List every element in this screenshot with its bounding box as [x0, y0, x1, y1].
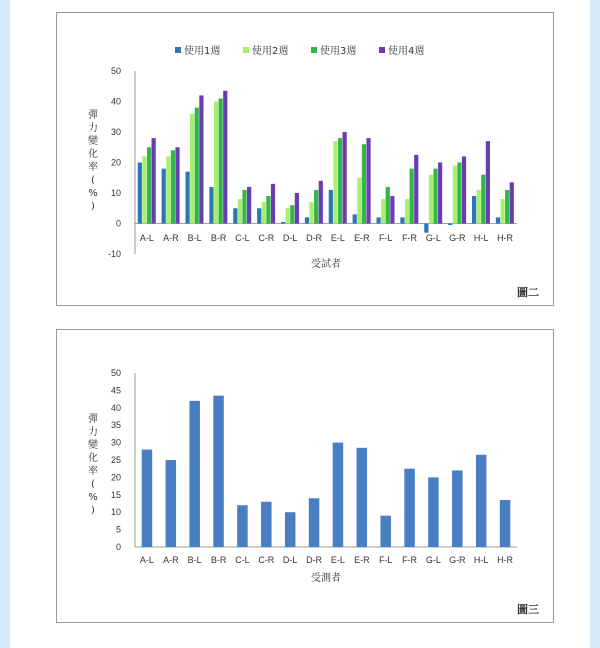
- figure-label: 圖二: [517, 286, 539, 299]
- bar: [338, 138, 342, 223]
- bar: [152, 138, 156, 223]
- bar: [357, 178, 361, 224]
- x-tick-label: D-R: [306, 233, 323, 243]
- bar: [362, 144, 366, 223]
- bar: [462, 156, 466, 223]
- x-tick-label: C-R: [258, 555, 275, 565]
- bar: [452, 470, 463, 547]
- bar: [481, 175, 485, 224]
- x-tick-label: H-L: [473, 233, 489, 243]
- y-tick-label: 0: [115, 218, 121, 229]
- legend-swatch: [379, 47, 385, 53]
- x-tick-label: H-R: [497, 555, 514, 565]
- legend-swatch: [243, 47, 249, 53]
- bar: [257, 208, 261, 223]
- bar: [477, 190, 481, 224]
- bar: [476, 455, 487, 547]
- y-tick-label: 10: [110, 188, 121, 198]
- x-axis-title: 受試者: [311, 259, 341, 270]
- legend-label: 使用4週: [388, 46, 425, 57]
- x-tick-label: A-L: [139, 555, 154, 565]
- bar: [424, 224, 428, 233]
- y-tick-label: 35: [110, 420, 121, 431]
- bar-chart: [57, 330, 553, 622]
- bar: [386, 187, 390, 224]
- y-tick-label: 50: [110, 368, 121, 378]
- bar: [433, 169, 437, 224]
- bar: [290, 205, 294, 223]
- y-tick-label: 5: [115, 524, 121, 535]
- bar: [429, 175, 433, 224]
- x-tick-label: F-L: [378, 555, 393, 565]
- bar: [214, 102, 218, 224]
- bar: [448, 224, 452, 226]
- y-tick-label: 40: [110, 96, 121, 107]
- bar: [223, 91, 227, 224]
- bar: [500, 199, 504, 223]
- bar: [189, 401, 200, 547]
- y-tick-label: 30: [110, 437, 121, 448]
- bar: [219, 98, 223, 223]
- bar: [237, 505, 248, 547]
- x-tick-label: A-L: [139, 233, 154, 243]
- bar: [271, 184, 275, 224]
- y-tick-label: 20: [110, 157, 121, 168]
- bar: [195, 108, 199, 224]
- bar: [142, 156, 146, 223]
- bar: [410, 169, 414, 224]
- x-tick-label: E-L: [330, 233, 345, 243]
- bar: [309, 202, 313, 223]
- bar: [486, 141, 490, 223]
- bar: [329, 190, 333, 224]
- bar: [185, 172, 189, 224]
- bar: [333, 141, 337, 223]
- bar: [505, 190, 509, 224]
- legend-swatch: [311, 47, 317, 53]
- bar: [247, 187, 251, 224]
- y-tick-label: 30: [110, 127, 121, 137]
- x-tick-label: B-R: [210, 233, 227, 243]
- bar: [233, 208, 237, 223]
- bar: [199, 95, 203, 223]
- bar: [428, 477, 439, 547]
- bar: [147, 147, 151, 223]
- x-tick-label: E-L: [330, 555, 345, 565]
- bar: [390, 196, 394, 223]
- legend-swatch: [175, 47, 181, 53]
- figure-2-chart: [56, 12, 554, 306]
- bar: [500, 500, 511, 547]
- bar: [343, 132, 347, 224]
- bar: [281, 222, 285, 224]
- x-tick-label: G-L: [425, 233, 441, 243]
- bar: [209, 187, 213, 224]
- grouped-bar-chart: [57, 13, 553, 305]
- bar: [510, 182, 514, 223]
- legend-label: 使用3週: [320, 46, 357, 57]
- bar: [472, 196, 476, 223]
- bar: [457, 163, 461, 224]
- x-axis-title: 受測者: [311, 573, 341, 584]
- y-tick-label: 10: [110, 507, 121, 518]
- bar: [381, 199, 385, 223]
- y-axis-title: 彈力變化率( % ): [88, 414, 98, 516]
- x-tick-label: C-L: [235, 233, 250, 243]
- bar: [286, 208, 290, 223]
- figure-label: 圖三: [517, 603, 539, 616]
- legend-label: 使用2週: [252, 46, 289, 57]
- bar: [266, 196, 270, 223]
- bar: [414, 155, 418, 224]
- bar: [238, 199, 242, 223]
- x-tick-label: B-L: [187, 555, 202, 565]
- bar: [190, 114, 194, 224]
- bar: [142, 450, 153, 547]
- y-tick-label: 40: [110, 402, 121, 413]
- bar: [319, 181, 323, 224]
- bar: [162, 169, 166, 224]
- bar: [166, 156, 170, 223]
- x-tick-label: E-R: [354, 555, 370, 565]
- y-tick-label: 0: [115, 542, 121, 552]
- x-tick-label: G-R: [449, 233, 466, 243]
- x-tick-label: D-R: [306, 555, 323, 565]
- y-tick-label: -10: [107, 249, 121, 259]
- bar: [496, 217, 500, 223]
- x-tick-label: D-L: [282, 555, 298, 565]
- x-tick-label: C-L: [235, 555, 250, 565]
- x-tick-label: D-L: [282, 233, 298, 243]
- x-tick-label: A-R: [163, 233, 179, 243]
- x-tick-label: A-R: [163, 555, 179, 565]
- bar: [242, 190, 246, 224]
- bar: [261, 502, 272, 547]
- bar: [438, 163, 442, 224]
- y-tick-label: 15: [110, 489, 121, 500]
- bar: [380, 516, 391, 547]
- x-tick-label: E-R: [354, 233, 370, 243]
- bar: [285, 512, 296, 547]
- x-tick-label: G-R: [449, 555, 466, 565]
- x-tick-label: H-L: [473, 555, 489, 565]
- bar: [166, 460, 177, 547]
- y-axis-title: 彈力變化率( % ): [88, 110, 98, 212]
- bar: [309, 498, 320, 547]
- x-tick-label: C-R: [258, 233, 275, 243]
- y-tick-label: 45: [110, 385, 121, 396]
- y-tick-label: 25: [110, 455, 121, 465]
- bar: [213, 396, 224, 547]
- bar: [314, 190, 318, 224]
- bar: [305, 217, 309, 223]
- bar: [366, 138, 370, 223]
- bar: [405, 199, 409, 223]
- x-tick-label: H-R: [497, 233, 514, 243]
- bar: [453, 166, 457, 224]
- bar: [262, 202, 266, 223]
- y-tick-label: 50: [110, 66, 121, 76]
- x-tick-label: B-L: [187, 233, 202, 243]
- x-tick-label: B-R: [210, 555, 227, 565]
- page: [10, 0, 590, 648]
- bar: [357, 448, 368, 547]
- x-tick-label: G-L: [425, 555, 441, 565]
- bar: [376, 217, 380, 223]
- bar: [404, 469, 415, 547]
- bar: [171, 150, 175, 223]
- x-tick-label: F-R: [402, 233, 418, 243]
- legend-label: 使用1週: [184, 46, 221, 57]
- bar: [333, 443, 344, 547]
- bar: [175, 147, 179, 223]
- bar: [400, 217, 404, 223]
- x-tick-label: F-R: [402, 555, 418, 565]
- bar: [295, 193, 299, 224]
- bar: [138, 163, 142, 224]
- bar: [353, 214, 357, 223]
- figure-3-chart: [56, 329, 554, 623]
- y-tick-label: 20: [110, 472, 121, 483]
- x-tick-label: F-L: [378, 233, 393, 243]
